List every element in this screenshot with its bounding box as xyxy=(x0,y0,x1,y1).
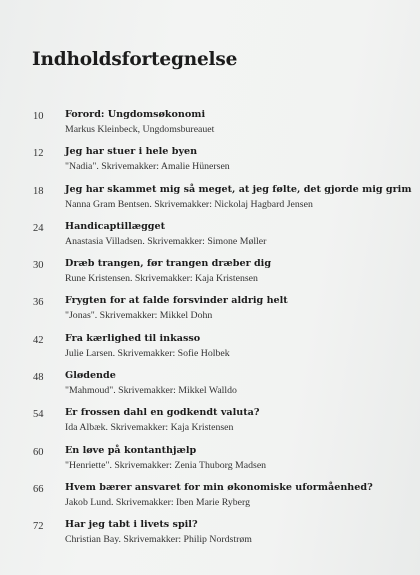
page-number: 18 xyxy=(33,185,44,197)
page-number: 42 xyxy=(33,334,44,346)
toc-entry xyxy=(0,518,420,555)
entry-byline: Nanna Gram Bentsen. Skrivemakker: Nickolaj Hagbard Jensen xyxy=(65,198,313,210)
entry-byline: Ida Albæk. Skrivemakker: Kaja Kristensen xyxy=(65,422,234,434)
toc-entry xyxy=(0,332,420,369)
toc-entry xyxy=(0,257,420,294)
page-number: 12 xyxy=(33,148,44,160)
entry-title: Glødende xyxy=(65,370,116,382)
page-number: 36 xyxy=(33,297,44,309)
entry-byline: "Nadia". Skrivemakker: Amalie Hünersen xyxy=(65,161,230,173)
entry-title: Forord: Ungdomsøkonomi xyxy=(65,109,206,120)
entry-title: Fra kærlighed til inkasso xyxy=(65,332,201,344)
entry-title: Har jeg tabt i livets spil? xyxy=(65,519,198,531)
entry-byline: "Mahmoud". Skrivemakker: Mikkel Walldo xyxy=(65,385,237,397)
toc-entry xyxy=(0,183,420,220)
toc-entry xyxy=(0,481,420,518)
toc-entry xyxy=(0,294,420,331)
page-number: 48 xyxy=(33,372,44,384)
toc-entry xyxy=(0,220,420,257)
entry-byline: Christian Bay. Skrivemakker: Philip Nordstrøm xyxy=(65,534,252,546)
toc-entry xyxy=(0,406,420,443)
entry-byline: Julie Larsen. Skrivemakker: Sofie Holbek xyxy=(65,347,230,359)
entry-byline: Jakob Lund. Skrivemakker: Iben Marie Ryberg xyxy=(65,496,250,508)
toc-entry xyxy=(0,108,420,145)
entry-title: Dræb trangen, før trangen dræber dig xyxy=(65,258,272,270)
toc-entry xyxy=(0,145,420,182)
page-number: 10 xyxy=(33,111,44,122)
entry-title: Frygten for at falde forsvinder aldrig helt xyxy=(65,295,288,307)
toc-entry xyxy=(0,444,420,481)
page-title: Indholdsfortegnelse xyxy=(32,49,238,70)
page-number: 60 xyxy=(33,446,44,458)
page-number: 72 xyxy=(33,521,44,533)
entry-byline: Rune Kristensen. Skrivemakker: Kaja Kristensen xyxy=(65,273,258,285)
entry-title: Jeg har skammet mig så meget, at jeg følte, det gjorde mig grim xyxy=(65,183,412,195)
entry-byline: Anastasia Villadsen. Skrivemakker: Simone Møller xyxy=(65,235,267,247)
entry-title: En løve på kontanthjælp xyxy=(65,444,197,456)
entry-byline: Markus Kleinbeck, Ungdomsbureauet xyxy=(65,124,215,135)
page-number: 30 xyxy=(33,260,44,272)
entry-byline: "Henriette". Skrivemakker: Zenia Thuborg Madsen xyxy=(65,459,267,471)
entry-title: Handicaptillægget xyxy=(65,220,166,232)
entry-title: Er frossen dahl en godkendt valuta? xyxy=(65,407,260,419)
page-number: 54 xyxy=(33,409,44,421)
toc-entry xyxy=(0,369,420,406)
entry-title: Hvem bærer ansvaret for min økonomiske uformåenhed? xyxy=(65,481,373,493)
table-of-contents xyxy=(0,108,420,556)
entry-title: Jeg har stuer i hele byen xyxy=(65,146,198,158)
page-number: 66 xyxy=(33,483,44,495)
entry-byline: "Jonas". Skrivemakker: Mikkel Dohn xyxy=(65,310,213,322)
page-number: 24 xyxy=(33,222,44,234)
